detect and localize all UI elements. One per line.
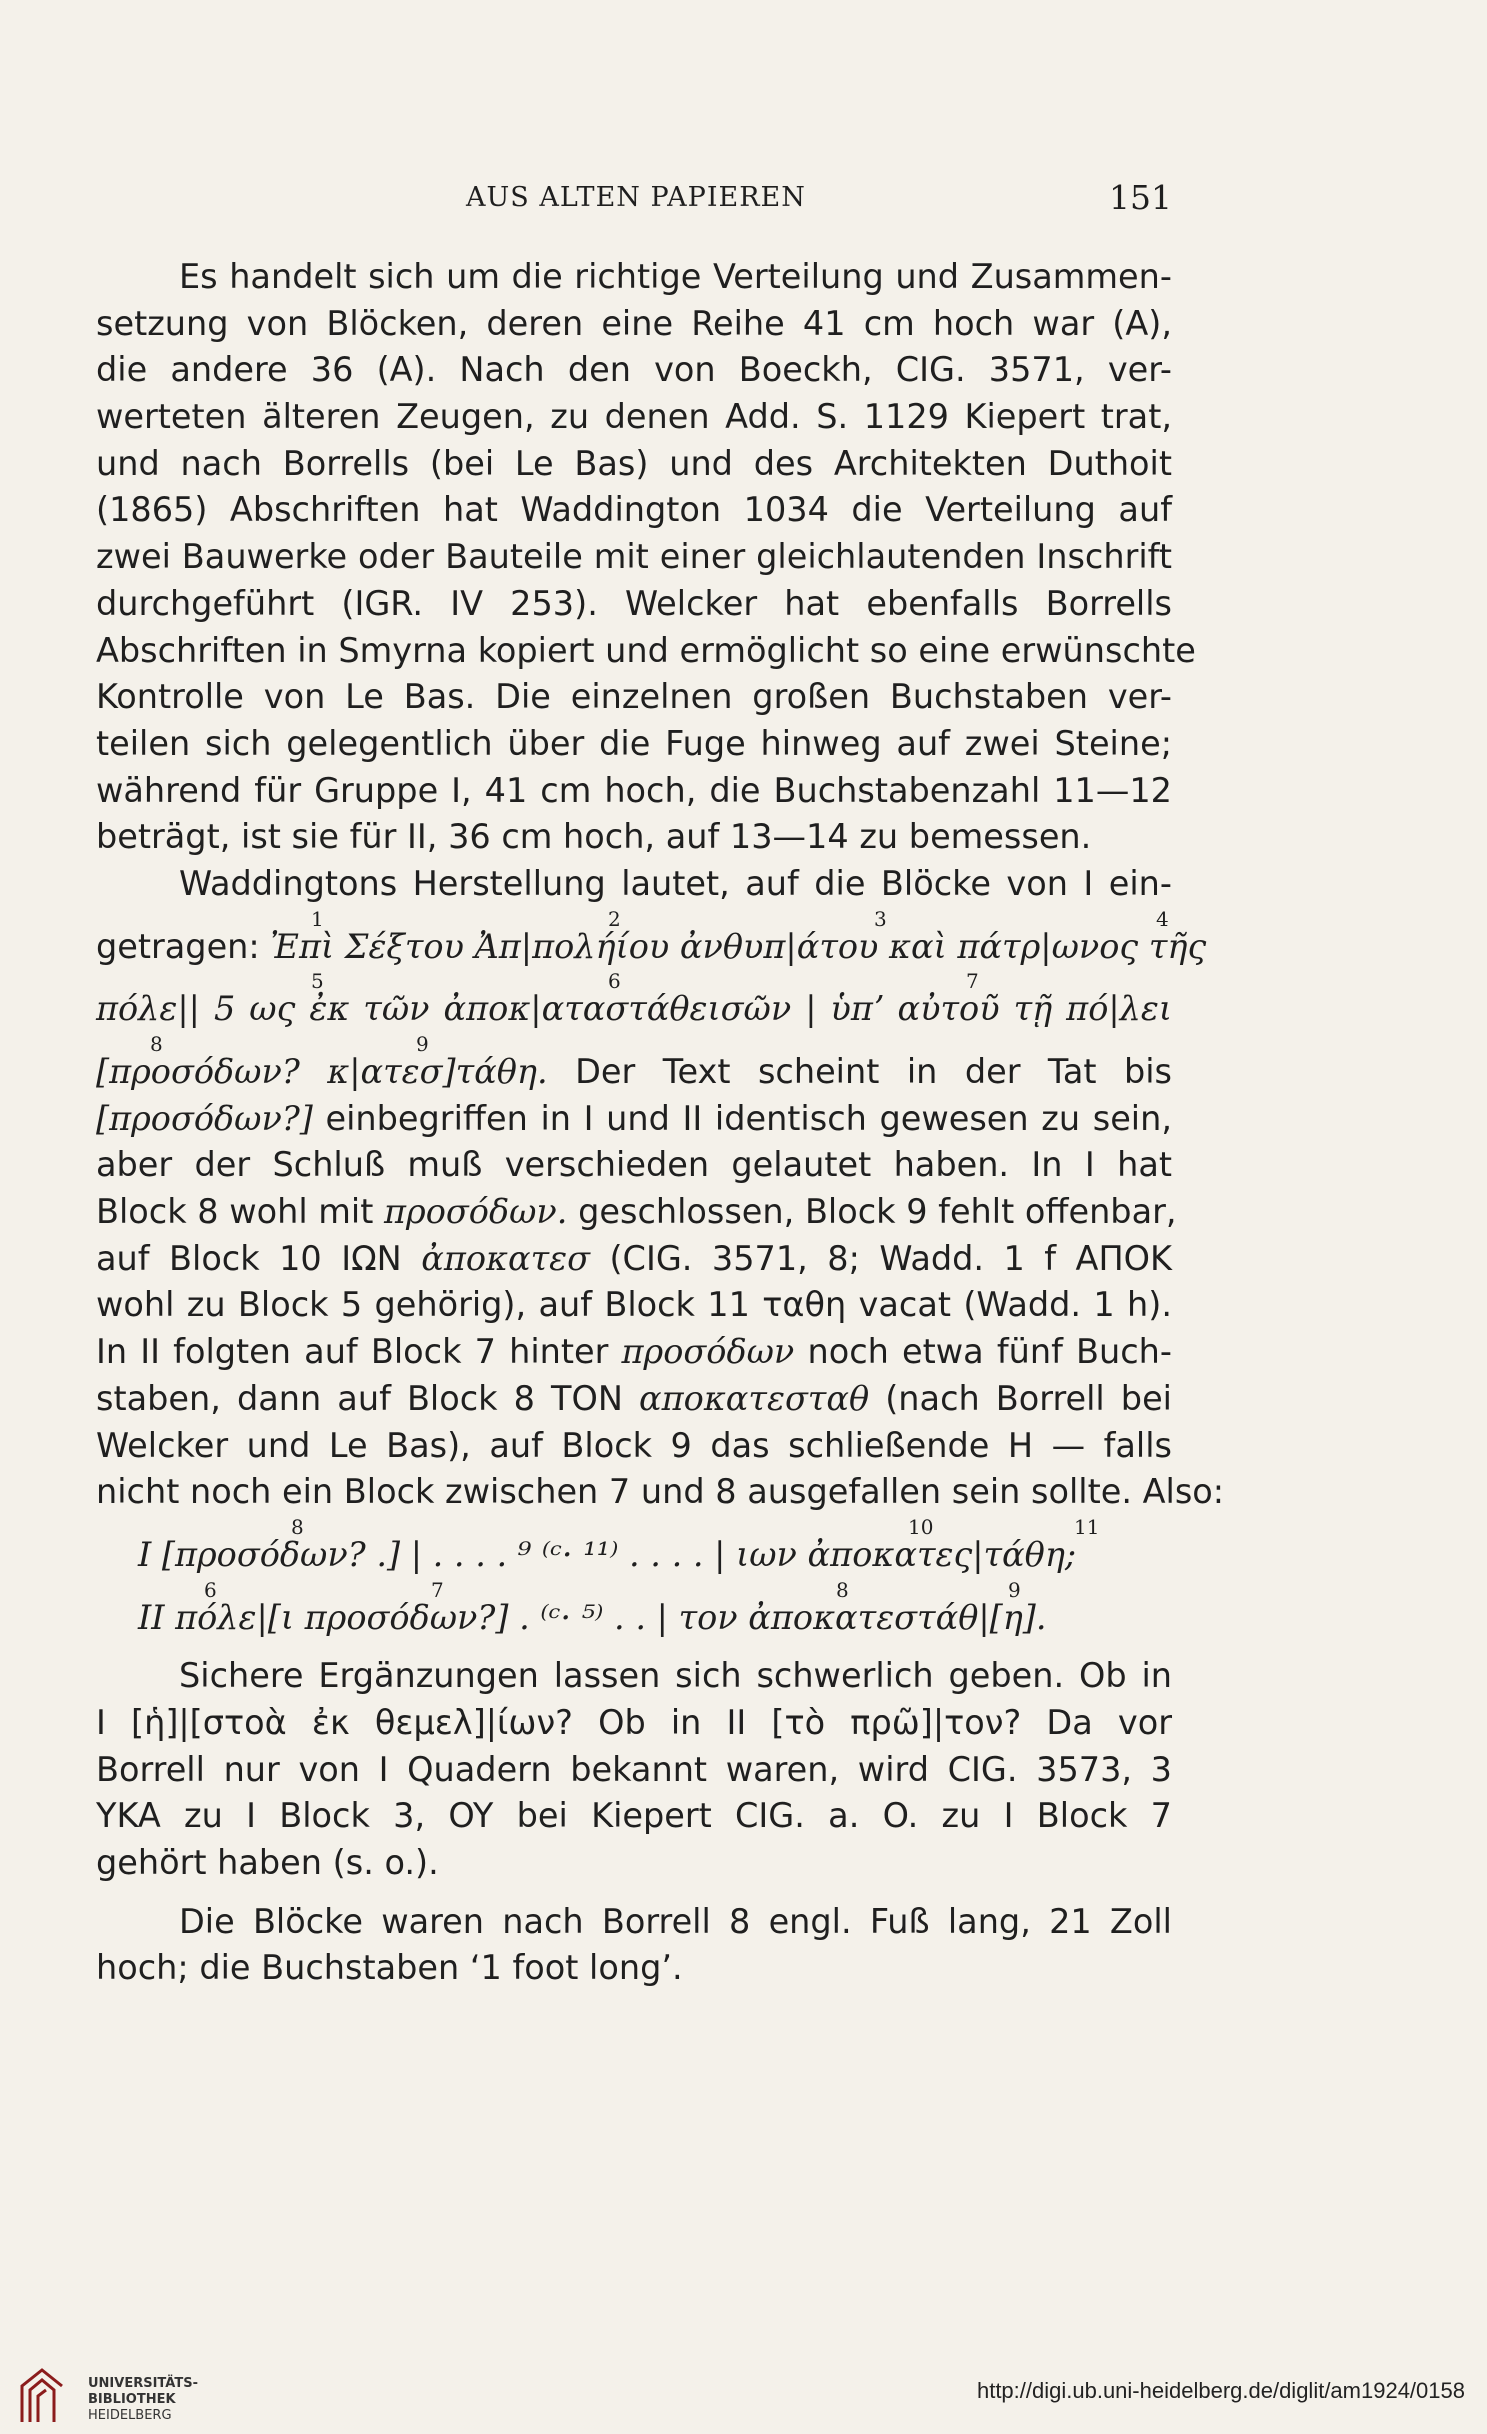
text-line: nicht noch ein Block zwischen 7 und 8 ausgefallen sein sollte. Also: xyxy=(96,1472,1225,1512)
block-number: 9 xyxy=(1008,1577,1021,1602)
block-number: 7 xyxy=(431,1577,444,1602)
text-line: Abschriften in Smyrna kopiert und ermöglicht so eine erwünschte xyxy=(96,630,1196,670)
text-line: I [ἡ]|[στοὰ ἐκ θεμελ]|ίων? Ob in II [τὸ πρῶ]|τον? Da vor xyxy=(96,1702,1172,1742)
greek-text: προσόδων. xyxy=(384,1192,568,1232)
text-line: Sichere Ergänzungen lassen sich schwerlich geben. Ob in xyxy=(179,1656,1172,1696)
text-line xyxy=(96,1236,1172,1283)
text-line: hoch; die Buchstaben ‘1 foot long’. xyxy=(96,1948,683,1988)
latin-text: noch etwa fünf Buch- xyxy=(807,1332,1172,1372)
text-line xyxy=(96,1376,1172,1423)
block-numbers xyxy=(96,1579,1172,1601)
block-number: 11 xyxy=(1074,1514,1100,1539)
text-line: Borrell nur von I Quadern bekannt waren, wird CIG. 3573, 3 xyxy=(96,1749,1172,1789)
formula-line: II πόλε|[ι προσόδων?] . ⁽ᶜ· ⁵⁾ . . | τον ἀποκατεστάθ|[η]. xyxy=(138,1597,1047,1637)
text-line xyxy=(96,924,1207,971)
text-line xyxy=(96,1049,1172,1096)
text-line: und nach Borrells (bei Le Bas) und des Architekten Duthoit xyxy=(96,443,1172,483)
block-number: 8 xyxy=(150,1032,163,1056)
text-line: zwei Bauwerke oder Bauteile mit einer gleichlautenden Inschrift xyxy=(96,537,1172,577)
text-line: Welcker und Le Bas), auf Block 9 das schließende H — falls xyxy=(96,1425,1172,1465)
text-line: setzung von Blöcken, deren eine Reihe 41 cm hoch war (A), xyxy=(96,303,1172,343)
block-number: 1 xyxy=(311,906,324,931)
library-name: UNIVERSITÄTS- BIBLIOTHEK HEIDELBERG xyxy=(88,2376,198,2423)
block-number: 9 xyxy=(416,1032,429,1056)
text-line: YKA zu I Block 3, OY bei Kiepert CIG. a. O. zu I Block 7 xyxy=(96,1796,1172,1836)
formula-line: I [προσόδων? .] | . . . . ⁹ ⁽ᶜ· ¹¹⁾ . . . . | ιων ἀποκατες|τάθη; xyxy=(138,1534,1077,1574)
latin-text: (CIG. 3571, 8; Wadd. 1 f ΑΠΟΚ xyxy=(609,1238,1172,1278)
block-number: 3 xyxy=(874,906,887,931)
latin-text: Der Text scheint in der Tat bis xyxy=(575,1052,1172,1091)
greek-text: [προσόδων?] xyxy=(96,1098,313,1138)
block-numbers xyxy=(96,1033,1172,1055)
block-number: 10 xyxy=(908,1514,934,1539)
block-number: 4 xyxy=(1156,906,1169,931)
block-number: 8 xyxy=(836,1577,849,1602)
greek-text: [προσόδων? κ|ατεσ]τάθη. xyxy=(96,1052,548,1091)
page-number: 151 xyxy=(1109,178,1172,217)
text-line: wohl zu Block 5 gehörig), auf Block 11 ταθη vacat (Wadd. 1 h). xyxy=(96,1285,1172,1325)
latin-text: auf Block 10 ΙΩΝ xyxy=(96,1238,402,1278)
block-number: 5 xyxy=(311,969,324,994)
body-text xyxy=(96,254,1225,1992)
text-line: aber der Schluß muß verschieden gelautet haben. In I hat xyxy=(96,1145,1172,1185)
block-number: 2 xyxy=(608,906,621,931)
page-header xyxy=(96,178,1172,222)
text-line: während für Gruppe I, 41 cm hoch, die Buchstabenzahl 11—12 xyxy=(96,770,1172,810)
text-line: durchgeführt (IGR. IV 253). Welcker hat ebenfalls Borrells xyxy=(96,583,1172,623)
text-line xyxy=(96,1096,1172,1143)
running-title: AUS ALTEN PAPIEREN xyxy=(466,182,806,213)
text-line: Es handelt sich um die richtige Verteilung und Zusammen- xyxy=(179,257,1172,296)
text-line xyxy=(96,1189,1177,1236)
text-line: Kontrolle von Le Bas. Die einzelnen großen Buchstaben ver- xyxy=(96,677,1172,717)
greek-text: ἀποκατεσ xyxy=(421,1238,590,1278)
block-numbers xyxy=(96,908,1172,930)
block-numbers xyxy=(96,1516,1172,1538)
block-number: 8 xyxy=(291,1514,304,1539)
digitization-footer xyxy=(0,2360,1487,2434)
text-line xyxy=(96,1329,1172,1376)
latin-text: In II folgten auf Block 7 hinter xyxy=(96,1332,609,1372)
text-line: πόλε|| 5 ως ἐκ τῶν ἀποκ|αταστάθεισῶν | ὑπʼ αὐτοῦ τῇ πό|λει xyxy=(96,989,1172,1029)
text-line: (1865) Abschriften hat Waddington 1034 die Verteilung auf xyxy=(96,490,1172,530)
text-line: werteten älteren Zeugen, zu denen Add. S. 1129 Kiepert trat, xyxy=(96,397,1172,437)
latin-text: geschlossen, Block 9 fehlt offenbar, xyxy=(578,1192,1177,1232)
greek-text: αποκατεσταθ xyxy=(639,1378,870,1418)
block-number: 6 xyxy=(608,969,621,994)
greek-text: προσόδων xyxy=(621,1332,795,1372)
block-number: 6 xyxy=(204,1577,217,1602)
ub-heidelberg-logo-icon xyxy=(16,2364,76,2428)
text-line: teilen sich gelegentlich über die Fuge hinweg auf zwei Steine; xyxy=(96,723,1172,763)
latin-text: staben, dann auf Block 8 TON xyxy=(96,1378,623,1418)
text-line: Waddingtons Herstellung lautet, auf die Blöcke von I ein- xyxy=(179,863,1172,903)
source-url-link[interactable]: http://digi.ub.uni-heidelberg.de/diglit/am1924/0158 xyxy=(976,2378,1465,2403)
latin-text: getragen: xyxy=(96,926,260,966)
greek-text: Ἐπὶ Σέξτου Ἀπ|πολήίου ἀνθυπ|άτου καὶ πάτρ|ωνος τῆς xyxy=(270,926,1207,966)
block-numbers xyxy=(96,970,1172,992)
text-line: beträgt, ist sie für II, 36 cm hoch, auf 13—14 zu bemessen. xyxy=(96,817,1092,857)
latin-text: einbegriffen in I und II identisch gewesen zu sein, xyxy=(325,1098,1172,1138)
text-line: Die Blöcke waren nach Borrell 8 engl. Fuß lang, 21 Zoll xyxy=(179,1901,1172,1941)
text-line: gehört haben (s. o.). xyxy=(96,1843,439,1882)
latin-text: Block 8 wohl mit xyxy=(96,1192,374,1232)
text-line: die andere 36 (A). Nach den von Boeckh, CIG. 3571, ver- xyxy=(96,350,1172,390)
block-number: 7 xyxy=(966,969,979,994)
latin-text: (nach Borrell bei xyxy=(885,1378,1172,1418)
